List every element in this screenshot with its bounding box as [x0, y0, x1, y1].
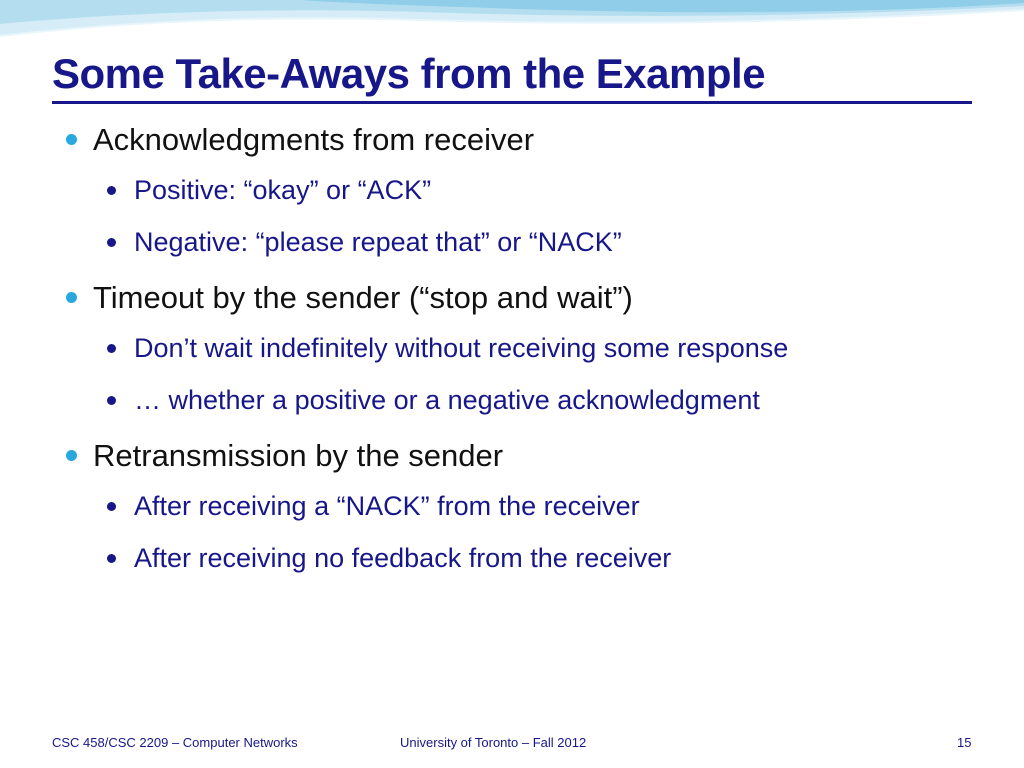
title-underline	[52, 101, 972, 104]
sub-bullet-dot-icon	[107, 238, 116, 247]
sub-bullet-dot-icon	[107, 502, 116, 511]
bullet-timeout	[64, 276, 964, 320]
sub-bullet-dot-icon	[107, 344, 116, 353]
bullet-text: Acknowledgments from receiver	[93, 122, 535, 157]
bullet-retransmission	[64, 434, 964, 478]
top-wave-decoration	[0, 0, 1024, 50]
footer-page-number: 15	[957, 735, 972, 750]
footer-course: CSC 458/CSC 2209 – Computer Networks	[52, 735, 298, 750]
sub-bullet-text: … whether a positive or a negative acknowledgment	[134, 385, 760, 415]
sub-bullet-dot-icon	[107, 186, 116, 195]
bullet-dot-icon	[66, 292, 77, 303]
sub-bullet-positive	[105, 170, 964, 210]
bullet-list	[64, 118, 964, 578]
sub-bullet-no-feedback	[105, 538, 964, 578]
sub-bullet-dot-icon	[107, 396, 116, 405]
sub-bullet-text: Positive: “okay” or “ACK”	[134, 175, 432, 205]
sub-bullet-text: After receiving a “NACK” from the receiver	[134, 491, 640, 521]
sub-bullet-after-nack	[105, 486, 964, 526]
bullet-dot-icon	[66, 134, 77, 145]
sub-bullet-text: After receiving no feedback from the receiver	[134, 543, 672, 573]
slide-title: Some Take-Aways from the Example	[52, 50, 766, 97]
sub-bullet-text: Don’t wait indefinitely without receiving some response	[134, 333, 789, 363]
sub-bullet-dot-icon	[107, 554, 116, 563]
bullet-dot-icon	[66, 450, 77, 461]
sub-bullet-dont-wait	[105, 328, 834, 368]
sub-bullet-text: Negative: “please repeat that” or “NACK”	[134, 227, 622, 257]
bullet-acknowledgments	[64, 118, 964, 162]
sub-bullet-whether	[105, 380, 964, 420]
bullet-text: Timeout by the sender (“stop and wait”)	[93, 280, 633, 315]
footer-institution: University of Toronto – Fall 2012	[400, 735, 587, 750]
bullet-text: Retransmission by the sender	[93, 438, 504, 473]
sub-bullet-negative	[105, 222, 964, 262]
